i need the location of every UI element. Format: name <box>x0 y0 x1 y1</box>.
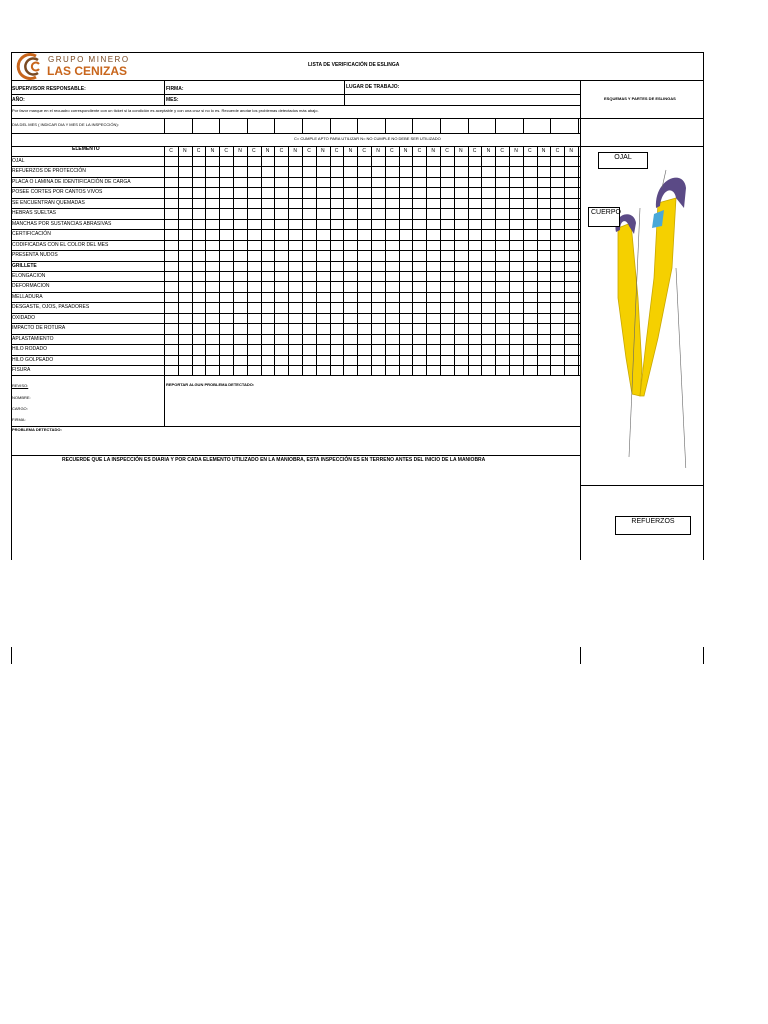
element-header: ELEMENTO <box>72 146 100 152</box>
cn-header-no-cumple: N <box>569 148 573 154</box>
row-line-supervisor <box>11 94 580 95</box>
checklist-item-label: HILO RODADO <box>12 346 48 353</box>
dia-mes-label: DIA DEL MES ( INDICAR DIA Y MES DE LA INSPECCIÓN): <box>12 122 119 127</box>
cn-col-line <box>343 146 344 375</box>
reportar-label: REPORTAR ALGUN PROBLEMA DETECTADO: <box>166 382 255 387</box>
sling-right-strap <box>640 198 676 396</box>
cn-col-line <box>426 146 427 375</box>
instructions-text: Por favor marque en el recuadro correspondiente con un ticket si la condición es aceptable y con una cruz si no lo es. Recuerde anotar los problemas detectados más abajo. <box>12 108 319 113</box>
side-line-2 <box>580 485 703 486</box>
cn-header-cumple: C <box>196 148 201 154</box>
dia-col <box>468 118 469 133</box>
cn-col-line <box>468 146 469 375</box>
checklist-item-label: GRILLETE <box>12 262 37 269</box>
dia-col <box>302 118 303 133</box>
cn-col-line <box>219 146 220 375</box>
cn-col-line <box>316 146 317 375</box>
logo-line1: GRUPO MINERO <box>48 55 130 64</box>
cn-col-line <box>164 146 165 375</box>
lugar-label: LUGAR DE TRABAJO: <box>346 84 400 90</box>
cn-header-cumple: C <box>389 148 394 154</box>
checklist-item-label: POSEE CORTES POR CANTOS VIVOS <box>12 189 103 196</box>
cuerpo-callout: CUERPO <box>588 207 620 227</box>
dia-col <box>192 118 193 133</box>
cn-header-no-cumple: N <box>293 148 297 154</box>
cn-col-line <box>537 146 538 375</box>
cn-header-no-cumple: N <box>514 148 518 154</box>
review-firma-label: FIRMA: <box>12 417 26 422</box>
row-line-problema <box>11 455 580 456</box>
checklist-item-label: IMPACTO DE ROTURA <box>12 325 66 332</box>
checklist-item-label: FISURA <box>12 367 31 373</box>
checklist-item-label: OXIDADO <box>12 314 36 321</box>
cn-col-line <box>495 146 496 375</box>
row-line-anio <box>11 105 580 106</box>
dia-col-start <box>164 118 165 133</box>
cn-header-no-cumple: N <box>403 148 408 154</box>
row-line-review <box>11 426 580 427</box>
dia-col <box>412 118 413 133</box>
cn-header-cumple: C <box>445 148 449 154</box>
side-title: ESQUEMAS Y PARTES DE ESLINGAS <box>604 96 676 101</box>
cn-col-line <box>205 146 206 375</box>
checklist-item-label: PLACA O LAMINA DE IDENTIFICACIÓN DE CARGA <box>12 178 131 185</box>
problema-label: PROBLEMA DETECTADO: <box>12 427 62 432</box>
dia-col <box>578 118 579 133</box>
checklist-item-label: OJAL <box>12 158 25 164</box>
cn-col-line <box>523 146 524 375</box>
cn-col-line <box>564 146 565 375</box>
checklist-item-label: DESGASTE, OJOS, PASADORES <box>12 304 90 311</box>
cn-col-line <box>385 146 386 375</box>
cn-col-line <box>192 146 193 375</box>
dia-col <box>247 118 248 133</box>
cn-col-line <box>399 146 400 375</box>
cn-header-no-cumple: N <box>238 148 242 154</box>
col-firma <box>164 80 165 105</box>
legend-text: C= CUMPLE APTO PARA UTILIZAR N= NO CUMPLE NO DEBE SER UTILIZADO <box>294 136 441 141</box>
cn-header-no-cumple: N <box>210 148 215 154</box>
dia-col <box>523 118 524 133</box>
form-title: LISTA DE VERIFICACIÓN DE ESLINGA <box>308 62 400 68</box>
cn-col-line <box>302 146 303 375</box>
cn-col-line <box>578 146 579 375</box>
cn-header-cumple: C <box>307 148 311 154</box>
dia-col <box>550 118 551 133</box>
cn-header-no-cumple: N <box>541 148 546 154</box>
row-line-header <box>11 80 703 81</box>
cargo-label: CARGO: <box>12 406 28 411</box>
checklist-item-label: REFUERZOS DE PROTECCIÓN <box>12 168 86 175</box>
cn-col-line <box>330 146 331 375</box>
cn-col-line <box>550 146 551 375</box>
company-logo <box>14 53 134 80</box>
checklist-item-label: CERTIFICACIÓN <box>12 231 51 238</box>
checklist-item-label: MELLADURA <box>12 293 43 300</box>
frame-mid <box>580 80 581 560</box>
cn-col-line <box>357 146 358 375</box>
cn-header-cumple: C <box>334 148 339 154</box>
checklist-item-label: PRESENTA NUDOS <box>12 252 58 259</box>
anio-label: AÑO: <box>12 97 25 103</box>
side-line-1 <box>580 146 703 147</box>
cn-header-cumple: C <box>224 148 228 154</box>
supervisor-label: SUPERVISOR RESPONSABLE: <box>12 86 86 92</box>
review-col <box>164 375 165 426</box>
cn-header-no-cumple: N <box>431 148 435 154</box>
reviso-label: REVISO: <box>12 383 29 388</box>
logo-emblem-icon <box>14 53 46 80</box>
ojal-callout: OJAL <box>598 152 648 169</box>
frame-right <box>703 52 704 560</box>
cn-col-line <box>178 146 179 375</box>
cn-header-no-cumple: N <box>376 148 380 154</box>
frame-top <box>11 52 703 53</box>
item-row-line <box>11 375 580 376</box>
cn-col-line <box>440 146 441 375</box>
page-stub-mid <box>580 647 581 664</box>
dia-col <box>440 118 441 133</box>
cn-col-line <box>454 146 455 375</box>
checklist-item-label: SE ENCUENTRAN QUEMADAS <box>12 199 85 206</box>
cn-col-line <box>371 146 372 375</box>
cn-col-line <box>509 146 510 375</box>
checklist-item-label: MANCHAS POR SUSTANCIAS ABRASIVAS <box>12 220 112 227</box>
cn-header-no-cumple: N <box>265 148 270 154</box>
row-line-dia <box>11 133 580 134</box>
cn-col-line <box>233 146 234 375</box>
footer-note: RECUERDE QUE LA INSPECCIÓN ES DIARIA Y POR CADA ELEMENTO UTILIZADO EN LA MANIOBRA, ESTA INSPECCIÓN ES EN TERRENO ANTES DEL INICIO DE LA MANIOBRA <box>62 457 486 463</box>
dia-col <box>274 118 275 133</box>
cn-header-no-cumple: N <box>458 148 463 154</box>
mes-label: MES: <box>166 97 179 103</box>
cn-header-cumple: C <box>279 148 284 154</box>
cn-header-cumple: C <box>169 148 173 154</box>
checklist-item-label: CODIFICADAS CON EL COLOR DEL MES <box>12 241 109 248</box>
cn-header-cumple: C <box>472 148 477 154</box>
page-stub-right <box>703 647 704 664</box>
cn-header-no-cumple: N <box>486 148 491 154</box>
cn-header-cumple: C <box>500 148 504 154</box>
checklist-item-label: HEBRAS SUELTAS <box>12 210 56 217</box>
checklist-item-label: ELONGACION <box>12 272 46 279</box>
page-stub-left <box>11 647 12 664</box>
cn-header-cumple: C <box>555 148 560 154</box>
cn-col-line <box>274 146 275 375</box>
checklist-item-label: APLASTAMIENTO <box>12 335 54 342</box>
cn-header-cumple: C <box>362 148 366 154</box>
cn-col-line <box>481 146 482 375</box>
checklist-item-label: DEFORMACION <box>12 283 50 290</box>
dia-col <box>330 118 331 133</box>
col-lugar <box>344 80 345 105</box>
cn-header-cumple: C <box>527 148 532 154</box>
dia-col <box>385 118 386 133</box>
cn-col-line <box>412 146 413 375</box>
cn-header-no-cumple: N <box>320 148 325 154</box>
cn-col-line <box>261 146 262 375</box>
checklist-item-label: HILO GOLPEADO <box>12 356 54 363</box>
dia-col <box>219 118 220 133</box>
cn-header-no-cumple: N <box>348 148 353 154</box>
cn-header-no-cumple: N <box>182 148 187 154</box>
dia-col <box>357 118 358 133</box>
cn-col-line <box>288 146 289 375</box>
firma-label: FIRMA: <box>166 86 184 92</box>
cn-col-line <box>247 146 248 375</box>
cn-header-cumple: C <box>251 148 256 154</box>
cn-header-cumple: C <box>417 148 422 154</box>
dia-col <box>495 118 496 133</box>
nombre-label: NOMBRE: <box>12 395 31 400</box>
logo-line2: LAS CENIZAS <box>47 64 128 78</box>
refuerzos-callout: REFUERZOS <box>615 516 691 535</box>
